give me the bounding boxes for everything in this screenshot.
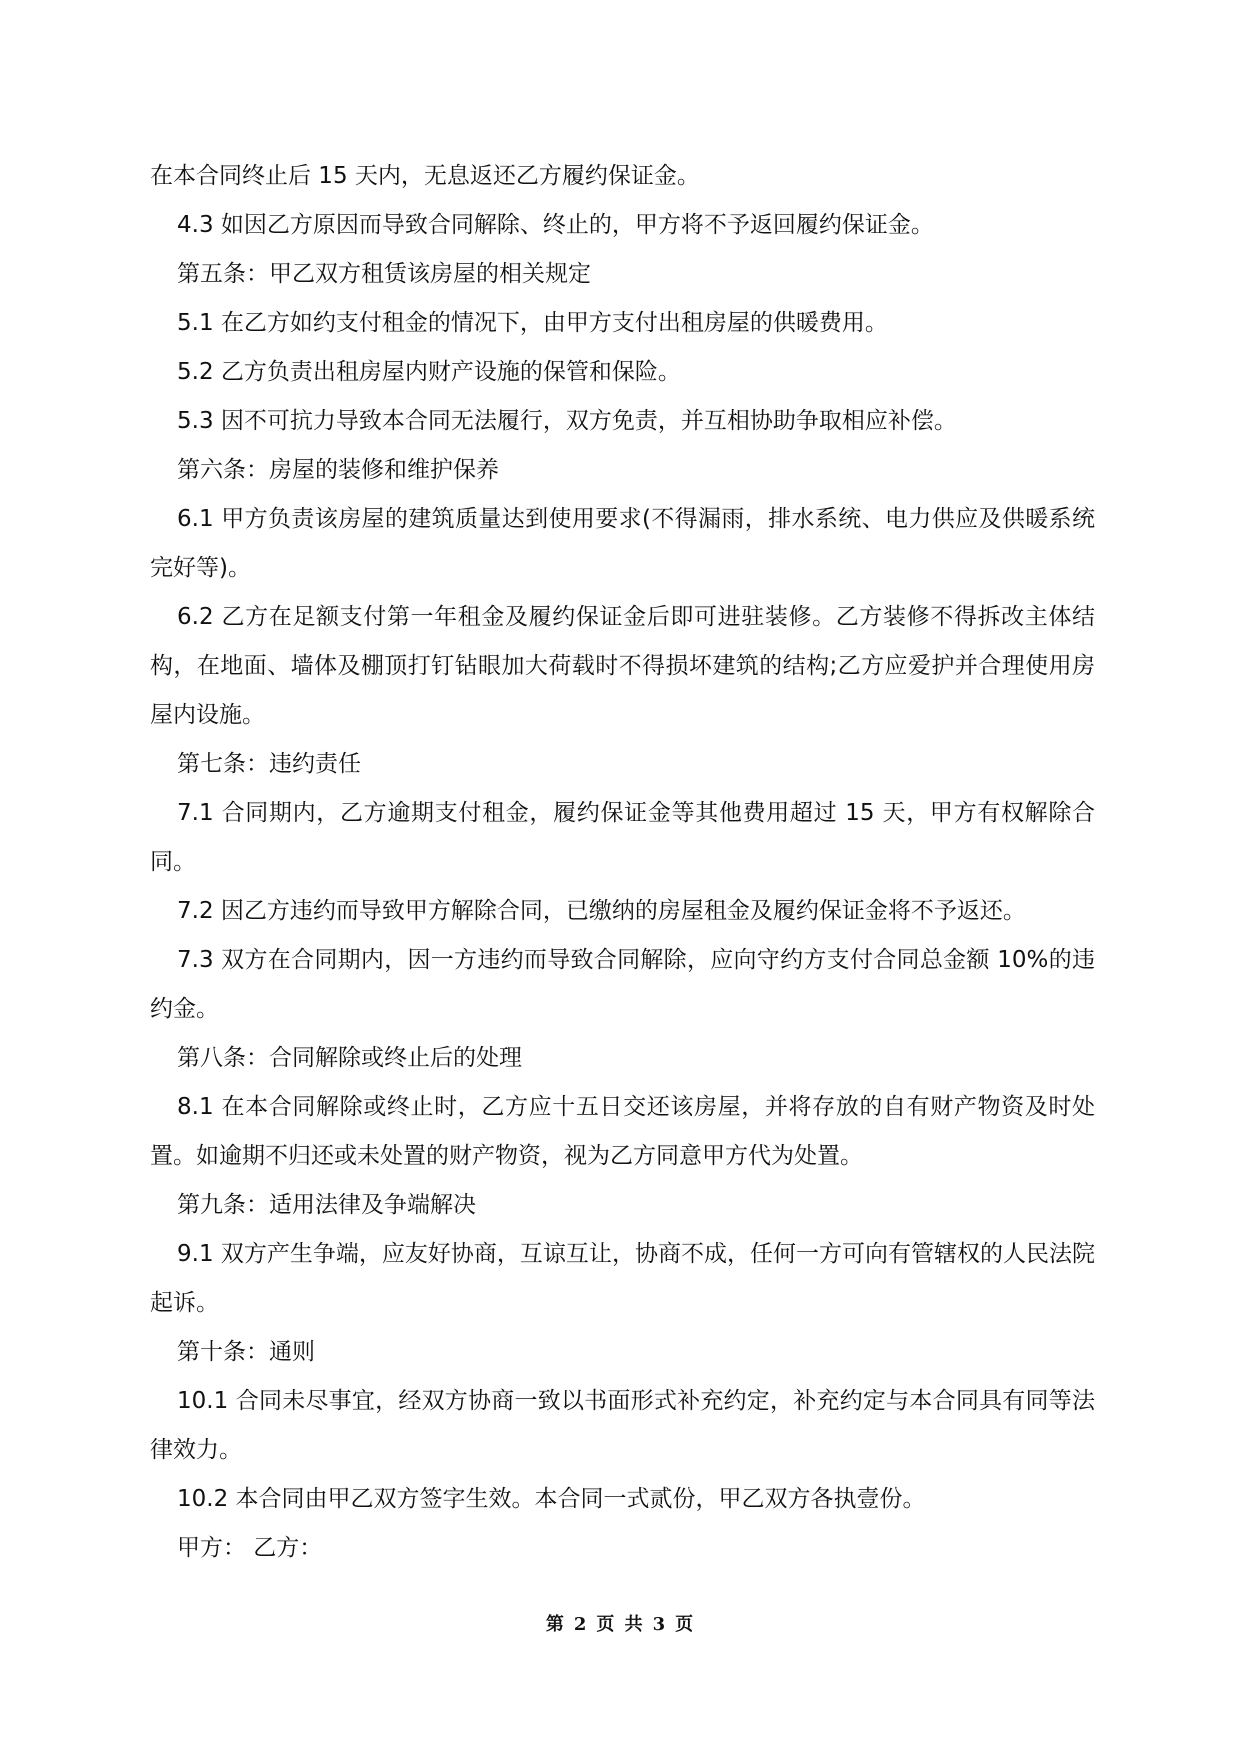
contract-paragraph: 7.3 双方在合同期内，因一方违约而导致合同解除，应向守约方支付合同总金额 10%的违约金。 <box>150 947 1095 1022</box>
page-footer <box>0 1610 1241 1636</box>
contract-paragraph: 7.2 因乙方违约而导致甲方解除合同，已缴纳的房屋租金及履约保证金将不予返还。 <box>177 898 1026 924</box>
contract-paragraph: 第五条：甲乙双方租赁该房屋的相关规定 <box>177 261 591 287</box>
contract-paragraph: 5.3 因不可抗力导致本合同无法履行，双方免责，并互相协助争取相应补偿。 <box>177 408 957 434</box>
contract-paragraph: 第六条：房屋的装修和维护保养 <box>177 457 499 483</box>
contract-paragraph: 5.2 乙方负责出租房屋内财产设施的保管和保险。 <box>177 359 681 385</box>
contract-paragraph: 第七条：违约责任 <box>177 751 361 777</box>
contract-paragraph: 5.1 在乙方如约支付租金的情况下，由甲方支付出租房屋的供暖费用。 <box>177 310 888 336</box>
total-page-count: 3 <box>652 1614 668 1635</box>
contract-paragraph: 第十条：通则 <box>177 1339 315 1365</box>
contract-paragraph: 6.2 乙方在足额支付第一年租金及履约保证金后即可进驻装修。乙方装修不得拆改主体结构，在地面、墙体及棚顶打钉钻眼加大荷载时不得损坏建筑的结构;乙方应爱护并合理使用房屋内设施。 <box>150 604 1095 728</box>
footer-middle: 页 共 <box>596 1614 645 1635</box>
contract-body <box>150 152 1095 1573</box>
footer-prefix: 第 <box>545 1614 566 1635</box>
contract-paragraph: 6.1 甲方负责该房屋的建筑质量达到使用要求(不得漏雨，排水系统、电力供应及供暖系统完好等)。 <box>150 506 1095 581</box>
contract-paragraph: 在本合同终止后 15 天内，无息返还乙方履约保证金。 <box>150 163 700 189</box>
contract-paragraph: 甲方： 乙方： <box>177 1535 323 1561</box>
contract-paragraph: 第九条：适用法律及争端解决 <box>177 1192 476 1218</box>
footer-suffix: 页 <box>675 1614 696 1635</box>
contract-paragraph: 10.2 本合同由甲乙双方签字生效。本合同一式贰份，甲乙双方各执壹份。 <box>177 1486 926 1512</box>
contract-paragraph: 8.1 在本合同解除或终止时，乙方应十五日交还该房屋，并将存放的自有财产物资及时处置。如逾期不归还或未处置的财产物资，视为乙方同意甲方代为处置。 <box>150 1094 1095 1169</box>
contract-paragraph: 第八条：合同解除或终止后的处理 <box>177 1045 522 1071</box>
current-page-number: 2 <box>573 1614 589 1635</box>
contract-paragraph: 9.1 双方产生争端，应友好协商，互谅互让，协商不成，任何一方可向有管辖权的人民法院起诉。 <box>150 1241 1095 1316</box>
contract-paragraph: 7.1 合同期内，乙方逾期支付租金，履约保证金等其他费用超过 15 天，甲方有权解除合同。 <box>150 800 1095 875</box>
contract-paragraph: 10.1 合同未尽事宜，经双方协商一致以书面形式补充约定，补充约定与本合同具有同等法律效力。 <box>150 1388 1095 1463</box>
contract-paragraph: 4.3 如因乙方原因而导致合同解除、终止的，甲方将不予返回履约保证金。 <box>177 212 934 238</box>
